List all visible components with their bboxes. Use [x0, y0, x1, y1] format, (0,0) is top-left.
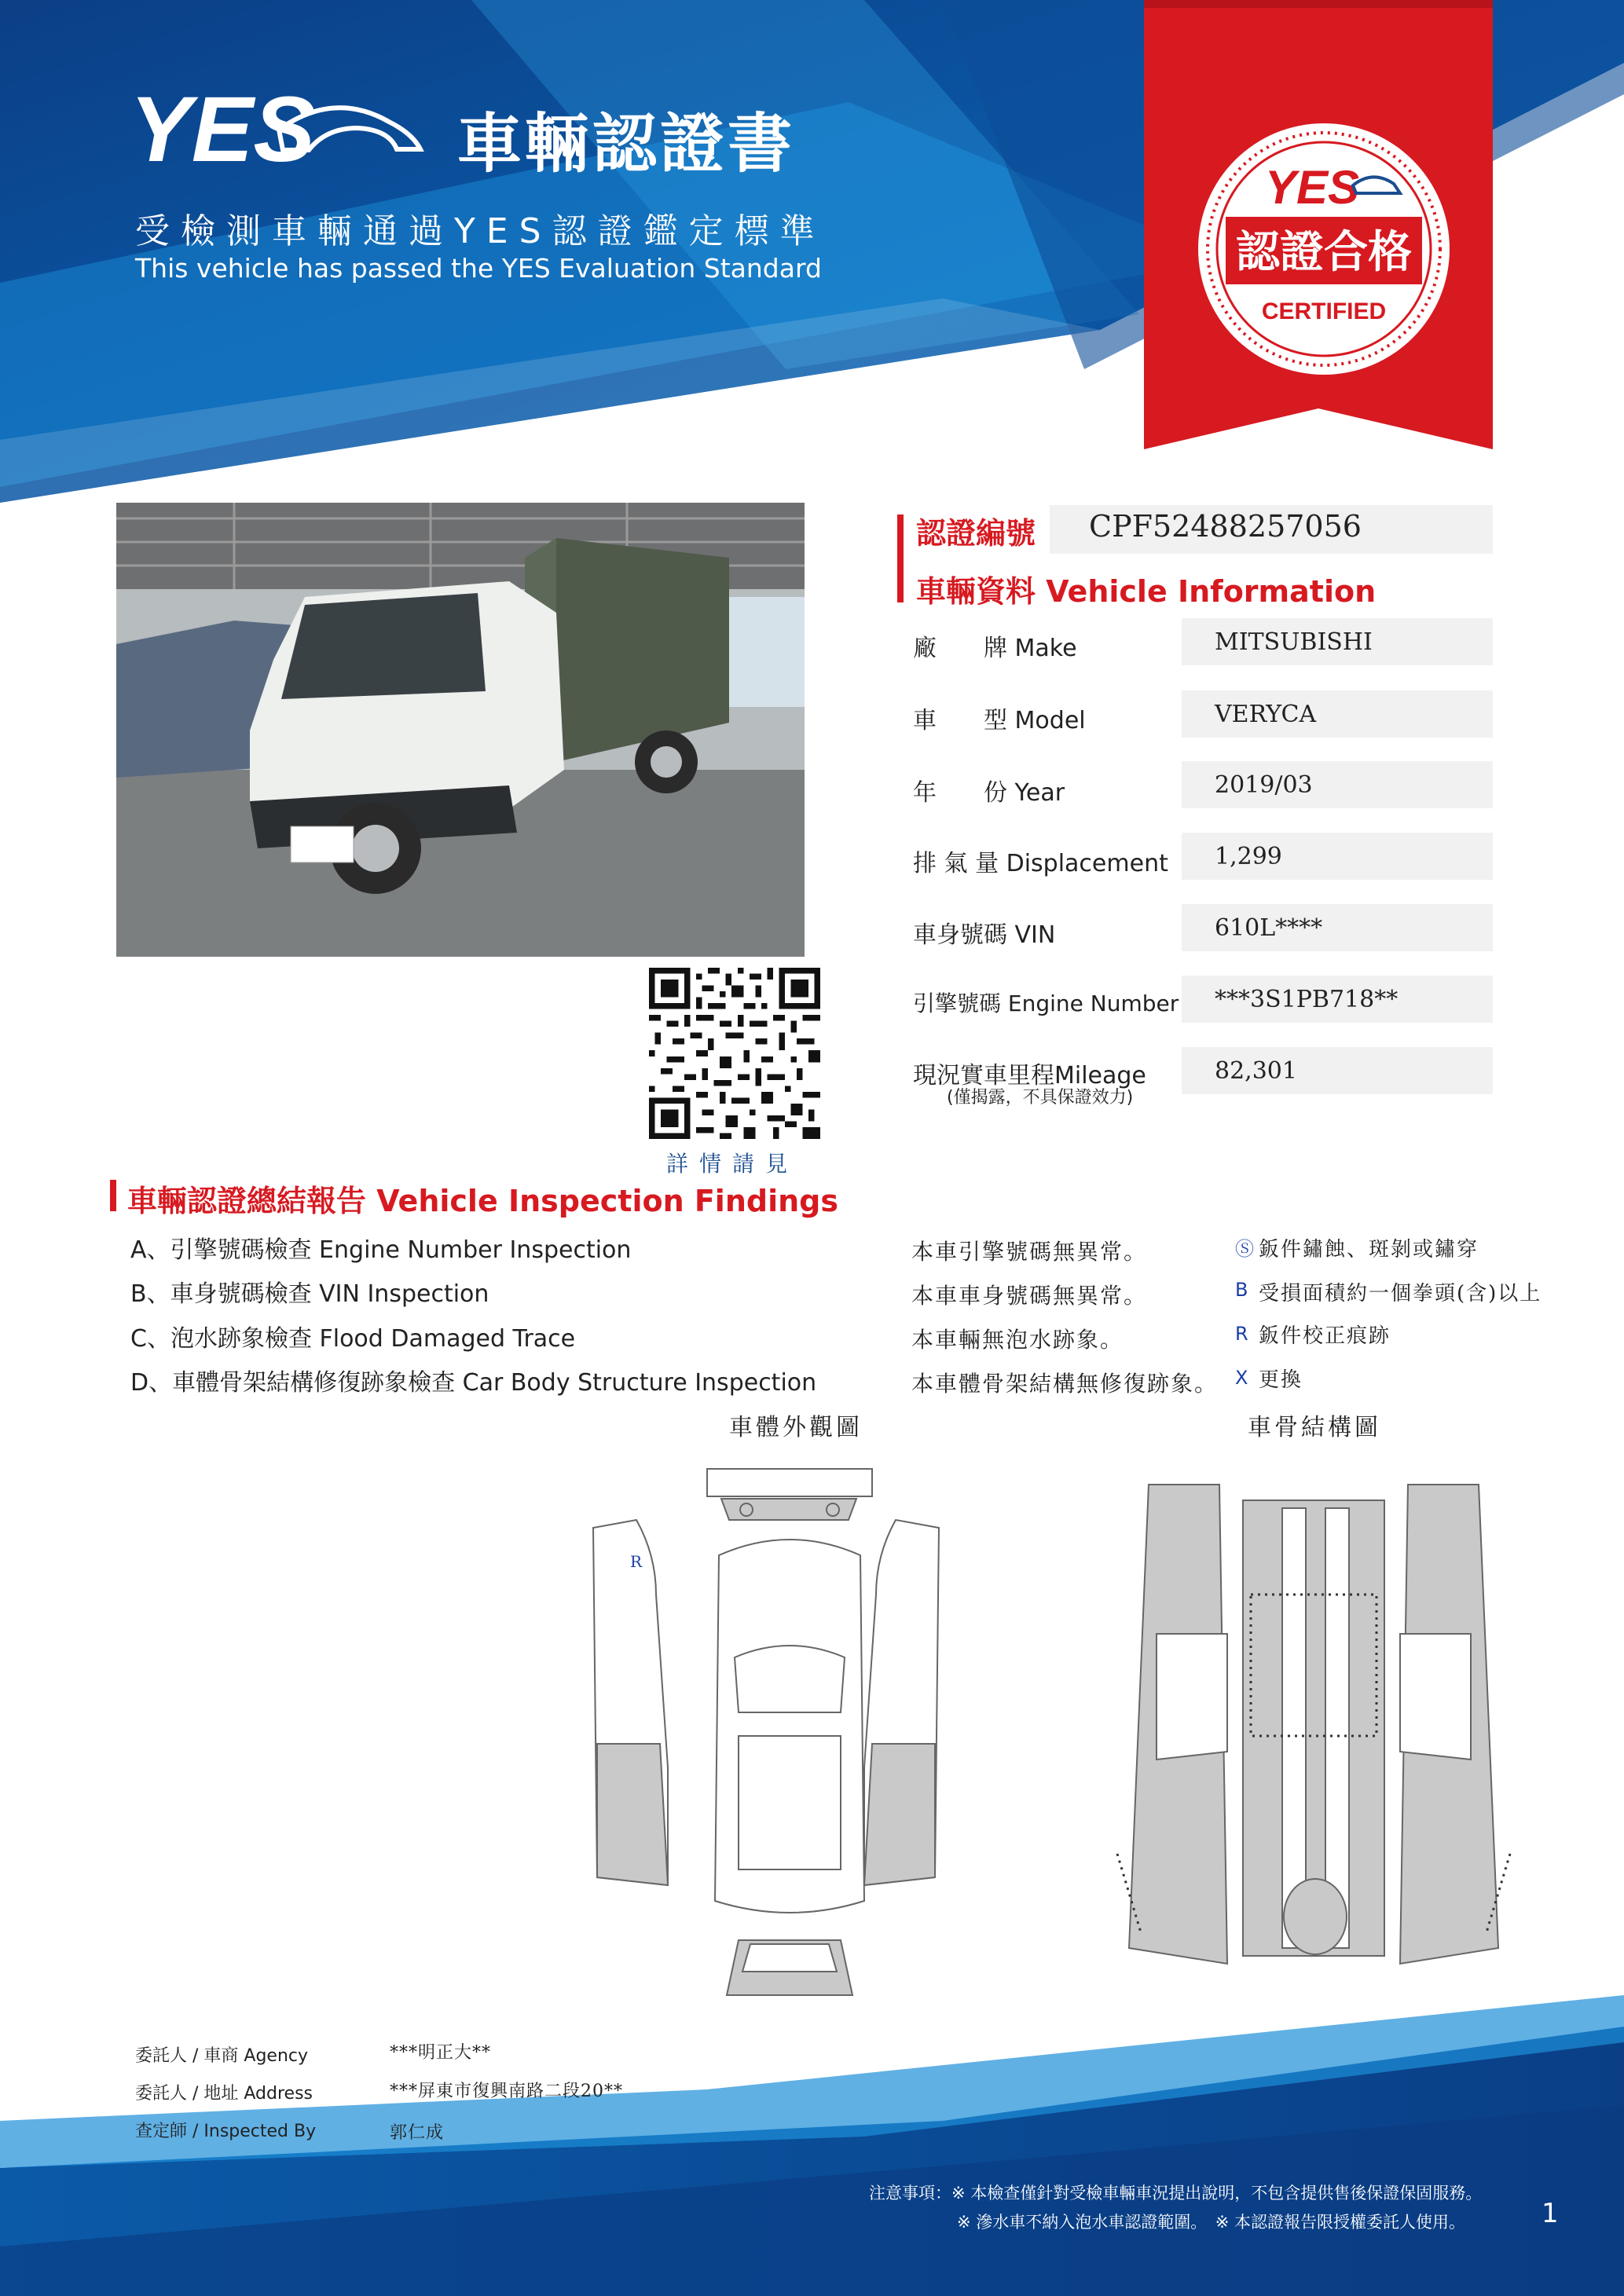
footer-note-2: ※ 滲水車不納入泡水車認證範圍。 ※ 本認證報告限授權委託人使用。 — [957, 2213, 1466, 2232]
svg-text:認證合格: 認證合格 — [1236, 227, 1412, 278]
exterior-diagram — [581, 1461, 951, 2011]
svg-text:R: R — [630, 1552, 643, 1571]
mileage-value: 82,301 — [1215, 1057, 1297, 1085]
year-value: 2019/03 — [1215, 771, 1313, 799]
footer-note-1: 注意事項：※ 本檢查僅針對受檢車輛車況提出說明，不包含提供售後保證保固服務。 — [869, 2184, 1483, 2203]
make-value: MITSUBISHI — [1215, 628, 1373, 656]
make-label: 廠 牌 Make — [913, 635, 1077, 662]
displacement-label: 排 氣 量 Displacement — [913, 850, 1168, 877]
qr-caption: 詳情請見 — [666, 1151, 799, 1177]
section-bar — [110, 1180, 116, 1211]
finding-engine-result: 本車引擎號碼無異常。 — [911, 1239, 1148, 1265]
finding-structure-label: D、車體骨架結構修復跡象檢查 Car Body Structure Inspection — [130, 1369, 817, 1397]
finding-structure-result: 本車體骨架結構無修復跡象。 — [911, 1371, 1219, 1397]
exterior-diagram-title: 車體外觀圖 — [729, 1414, 863, 1441]
svg-text:CERTIFIED: CERTIFIED — [1261, 298, 1387, 324]
agency-value: ***明正大** — [390, 2043, 492, 2063]
finding-vin-result: 本車車身號碼無異常。 — [911, 1283, 1148, 1309]
inspector-label: 查定師 / Inspected By — [135, 2122, 317, 2141]
page-number: 1 — [1542, 2198, 1559, 2229]
legend-repair-text: 鈑件校正痕跡 — [1259, 1324, 1391, 1348]
legend-replace-mark: X — [1235, 1367, 1248, 1389]
finding-flood-label: C、泡水跡象檢查 Flood Damaged Trace — [130, 1325, 576, 1353]
tagline-chinese: 受檢測車輛通過YES認證鑑定標準 — [135, 211, 826, 251]
model-value: VERYCA — [1215, 701, 1317, 728]
finding-engine-label: A、引擎號碼檢查 Engine Number Inspection — [130, 1236, 632, 1264]
certificate-title: 車輛認證書 — [457, 107, 796, 181]
structure-diagram-title: 車骨結構圖 — [1248, 1414, 1381, 1441]
displacement-value: 1,299 — [1215, 843, 1282, 870]
vehicle-info-title: 車輛資料 Vehicle Information — [916, 574, 1377, 609]
legend-rust-mark: Ⓢ — [1235, 1238, 1254, 1260]
legend-damage-mark: B — [1235, 1279, 1248, 1301]
certified-seal — [1196, 121, 1452, 377]
findings-title: 車輛認證總結報告 Vehicle Inspection Findings — [127, 1184, 838, 1218]
agency-label: 委託人 / 車商 Agency — [135, 2046, 309, 2066]
engine-number-value: ***3S1PB718** — [1215, 986, 1399, 1013]
structure-diagram — [1109, 1477, 1518, 1979]
vin-label: 車身號碼 VIN — [913, 921, 1056, 949]
legend-repair-mark: R — [1235, 1323, 1248, 1345]
model-label: 車 型 Model — [913, 707, 1086, 734]
engine-number-label: 引擎號碼 Engine Number — [913, 991, 1179, 1016]
qr-code — [649, 968, 820, 1139]
inspector-value: 郭仁成 — [390, 2123, 445, 2143]
vin-value: 610L**** — [1215, 914, 1323, 942]
year-label: 年 份 Year — [913, 779, 1065, 807]
legend-damage-text: 受損面積約一個拳頭(含)以上 — [1259, 1282, 1542, 1305]
yes-logo — [130, 75, 428, 185]
vehicle-photo — [116, 503, 805, 957]
svg-text:YES: YES — [130, 78, 316, 181]
legend-rust-text: 鈑件鏽蝕、斑剝或鏽穿 — [1259, 1238, 1479, 1262]
legend-replace-text: 更換 — [1259, 1368, 1303, 1392]
address-label: 委託人 / 地址 Address — [135, 2084, 313, 2104]
certificate-number: CPF52488257056 — [1089, 509, 1362, 544]
mileage-label: 現況實車里程Mileage — [913, 1062, 1146, 1089]
section-bar — [897, 514, 904, 602]
mileage-note: (僅揭露，不具保證效力) — [947, 1088, 1134, 1108]
finding-flood-result: 本車輛無泡水跡象。 — [911, 1327, 1124, 1353]
finding-vin-label: B、車身號碼檢查 VIN Inspection — [130, 1280, 489, 1308]
address-value: ***屏東市復興南路二段20** — [390, 2082, 623, 2101]
svg-text:YES: YES — [1265, 161, 1360, 214]
certificate-number-label: 認證編號 — [916, 516, 1036, 551]
tagline-english: This vehicle has passed the YES Evaluation Standard — [135, 253, 822, 284]
